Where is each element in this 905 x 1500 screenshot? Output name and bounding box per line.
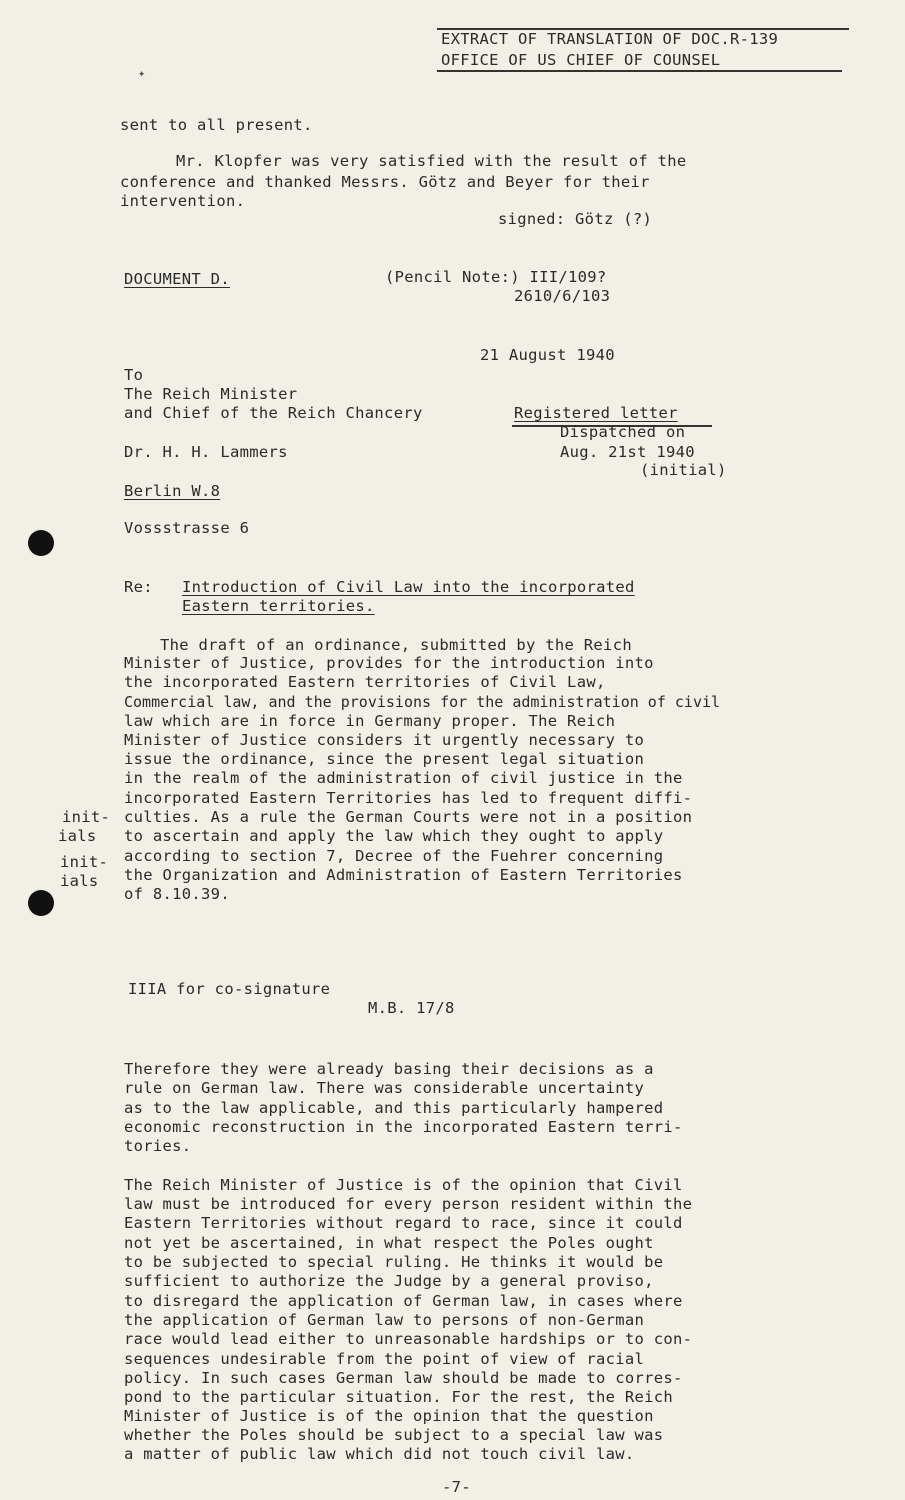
body2-line-2: rule on German law. There was considerable uncertainty (124, 1079, 645, 1097)
signature-line: signed: Götz (?) (498, 210, 653, 228)
para-klopfer-3: intervention. (120, 192, 246, 210)
pencil-ref: 2610/6/103 (514, 287, 611, 305)
address-name: Dr. H. H. Lammers (124, 443, 288, 461)
address-to: To (124, 366, 144, 384)
body2-line-1: Therefore they were already basing their decisions as a (124, 1060, 654, 1078)
body1-line-6: Minister of Justice considers it urgently necessary to (124, 731, 645, 749)
subject-line-1: Introduction of Civil Law into the incorporated (182, 578, 635, 596)
margin-note-4: ials (60, 872, 99, 890)
address-chancery: and Chief of the Reich Chancery (124, 404, 423, 422)
pencil-note: (Pencil Note:) III/109? (385, 268, 607, 286)
registered-label: Registered letter (514, 404, 678, 422)
body3-line-3: Eastern Territories without regard to race, since it could (124, 1214, 683, 1232)
ink-speck: ✦ (138, 66, 146, 80)
para-klopfer-2: conference and thanked Messrs. Götz and Beyer for their (120, 173, 650, 191)
subject-line-2: Eastern territories. (182, 597, 375, 615)
body3-line-9: race would lead either to unreasonable hardships or to con- (124, 1330, 693, 1348)
body1-line-13: the Organization and Administration of Eastern Territories (124, 866, 683, 884)
body3-line-13: Minister of Justice is of the opinion that the question (124, 1407, 654, 1425)
registered-initial: (initial) (640, 461, 727, 479)
body1-line-7: issue the ordinance, since the present legal situation (124, 750, 645, 768)
body2-line-4: economic reconstruction in the incorporated Eastern terri- (124, 1118, 683, 1136)
header-rule-top (437, 28, 849, 30)
header-line-1: EXTRACT OF TRANSLATION OF DOC.R-139 (441, 30, 779, 48)
body3-line-15: a matter of public law which did not touch civil law. (124, 1445, 635, 1463)
body1-line-14: of 8.10.39. (124, 885, 230, 903)
subject-re: Re: (124, 578, 153, 596)
body1-line-4: Commercial law, and the provisions for the administration of civil (124, 693, 721, 711)
body3-line-12: pond to the particular situation. For the rest, the Reich (124, 1388, 674, 1406)
address-city: Berlin W.8 (124, 482, 221, 500)
body3-line-5: to be subjected to special ruling. He thinks it would be (124, 1253, 664, 1271)
margin-note-2: ials (58, 827, 97, 845)
body3-line-14: whether the Poles should be subject to a special law was (124, 1426, 664, 1444)
cosign-line: IIIA for co-signature (128, 980, 331, 998)
body3-line-7: to disregard the application of German law, in cases where (124, 1292, 683, 1310)
margin-note-3: init- (60, 853, 109, 871)
body1-line-3: the incorporated Eastern territories of Civil Law, (124, 673, 606, 691)
body2-line-5: tories. (124, 1137, 192, 1155)
cosign-initials: M.B. 17/8 (368, 999, 455, 1017)
header-line-2: OFFICE OF US CHIEF OF COUNSEL (441, 51, 721, 69)
body1-line-9: incorporated Eastern Territories has led to frequent diffi- (124, 789, 693, 807)
body2-line-3: as to the law applicable, and this particularly hampered (124, 1099, 664, 1117)
page-number: -7- (442, 1478, 471, 1496)
sent-line: sent to all present. (120, 116, 313, 134)
document-label: DOCUMENT D. (124, 270, 230, 288)
body1-line-5: law which are in force in Germany proper. The Reich (124, 712, 616, 730)
address-street: Vossstrasse 6 (124, 519, 250, 537)
body3-line-2: law must be introduced for every person resident within the (124, 1195, 693, 1213)
body1-line-10: culties. As a rule the German Courts were not in a position (124, 808, 693, 826)
header-rule-bottom (437, 70, 842, 72)
body1-line-1: The draft of an ordinance, submitted by the Reich (160, 636, 632, 654)
body3-line-11: policy. In such cases German law should be made to corres- (124, 1369, 683, 1387)
body3-line-1: The Reich Minister of Justice is of the opinion that Civil (124, 1176, 683, 1194)
punch-hole-bottom (28, 890, 54, 916)
punch-hole-top (28, 530, 54, 556)
body1-line-11: to ascertain and apply the law which they ought to apply (124, 827, 664, 845)
margin-note-1: init- (62, 808, 111, 826)
registered-date: Aug. 21st 1940 (560, 443, 695, 461)
letter-date: 21 August 1940 (480, 346, 615, 364)
body1-line-12: according to section 7, Decree of the Fuehrer concerning (124, 847, 664, 865)
body3-line-10: sequences undesirable from the point of view of racial (124, 1350, 645, 1368)
registered-dispatched: Dispatched on (560, 423, 686, 441)
body3-line-6: sufficient to authorize the Judge by a general proviso, (124, 1272, 654, 1290)
body1-line-8: in the realm of the administration of civil justice in the (124, 769, 683, 787)
address-minister: The Reich Minister (124, 385, 298, 403)
body3-line-4: not yet be ascertained, in what respect the Poles ought (124, 1234, 654, 1252)
body3-line-8: the application of German law to persons of non-German (124, 1311, 645, 1329)
para-klopfer-1: Mr. Klopfer was very satisfied with the result of the (176, 152, 687, 170)
body1-line-2: Minister of Justice, provides for the introduction into (124, 654, 654, 672)
